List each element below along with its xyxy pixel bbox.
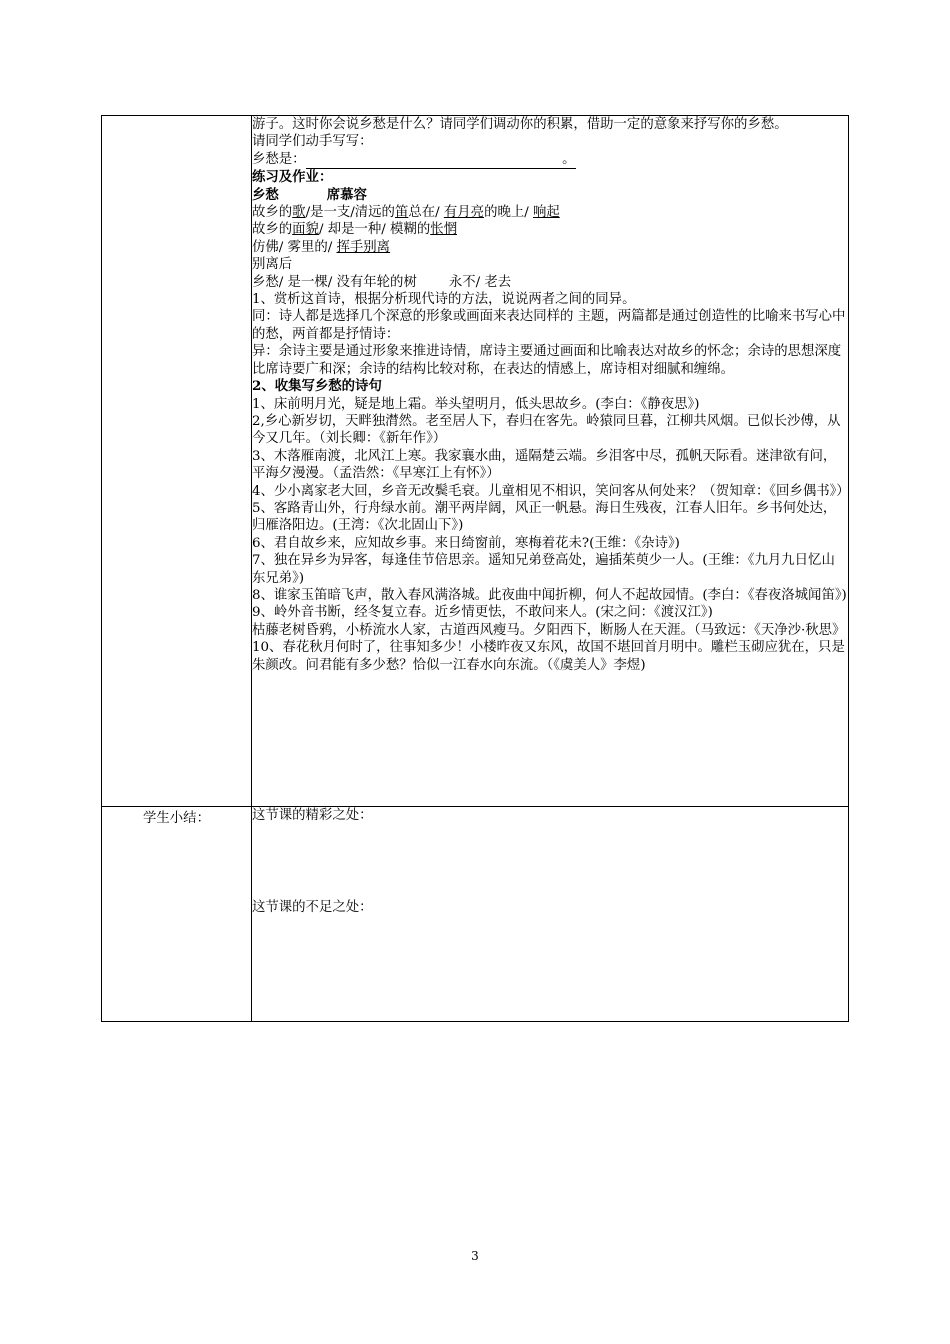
poem-line bbox=[252, 221, 848, 238]
poem-line bbox=[252, 274, 848, 291]
poem-underlined: 面貌 bbox=[292, 222, 319, 238]
poem-text: /是一支/清远的 bbox=[305, 205, 395, 221]
poem-underlined: 有月亮 bbox=[443, 205, 485, 221]
poem-underlined: 挥手别离 bbox=[336, 239, 391, 255]
poem-quote-item: 1、床前明月光，疑是地上霜。举头望明月，低头思故乡。(李白：《静夜思》) bbox=[252, 396, 700, 412]
fill-in-line bbox=[252, 151, 848, 169]
fill-end: 。 bbox=[562, 151, 576, 167]
poem-quote-item: 4、少小离家老大回，乡音无改鬓毛衰。儿童相见不相识，笑问客从何处来？（贺知章：《回乡偶书》） bbox=[252, 483, 850, 499]
empty-label-cell bbox=[102, 116, 252, 807]
poem-underlined: 响起 bbox=[533, 205, 560, 221]
summary-highlights: 这节课的精彩之处： bbox=[252, 808, 373, 823]
intro-prompt: 请同学们动手写写： bbox=[252, 134, 373, 150]
poem-text: 总在/ bbox=[408, 205, 444, 221]
poem-author: 席慕容 bbox=[326, 186, 367, 203]
summary-content-cell bbox=[252, 807, 849, 1022]
poem-title: 乡愁 bbox=[252, 186, 279, 203]
fill-label: 乡愁是： bbox=[252, 151, 306, 167]
poem-quote-item: 2,乡心新岁切，天畔独潸然。老至居人下，春归在客先。岭猿同旦暮，江柳共风烟。已似长沙傅，从今又几年。（刘长卿：《新年作》） bbox=[252, 413, 841, 447]
poem-heading bbox=[252, 187, 848, 204]
summary-row bbox=[102, 807, 849, 1022]
question-2: 2、收集写乡愁的诗句 bbox=[252, 378, 382, 395]
summary-label: 学生小结： bbox=[102, 807, 252, 1022]
poem-text: 仿佛/ 雾里的/ bbox=[252, 239, 337, 255]
poem-text: / 却是一种/ 模糊的 bbox=[318, 222, 431, 238]
activity-content-cell bbox=[252, 116, 849, 807]
poem-text: 别离后 bbox=[252, 257, 293, 273]
poem-text: 故乡的 bbox=[252, 222, 293, 238]
poem-underlined: 怅惘 bbox=[430, 222, 458, 238]
poem-quote-item: 5、客路青山外，行舟绿水前。潮平两岸阔，风正一帆悬。海日生残夜，江春人旧年。乡书何处达，归雁洛阳边。(王湾：《次北固山下》) bbox=[252, 500, 837, 534]
activity-row bbox=[102, 116, 849, 807]
poem-text: 永不/ 老去 bbox=[448, 274, 512, 290]
poem-quote-item: 7、独在异乡为异客，每逢佳节倍思亲。遥知兄弟登高处，遍插茱萸少一人。(王维：《九月九日忆山东兄弟》) bbox=[252, 553, 835, 586]
poem-quote-item: 9、岭外音书断，经冬复立春。近乡情更怯，不敢问来人。(宋之问：《渡汉江》) bbox=[252, 605, 713, 621]
exercise-heading: 练习及作业： bbox=[252, 169, 333, 186]
poem-quote-item: 6、君自故乡来，应知故乡事。来日绮窗前，寒梅着花未?(王维：《杂诗》) bbox=[252, 535, 680, 551]
poem-underlined: 笛 bbox=[394, 205, 409, 221]
fill-blank bbox=[306, 151, 576, 169]
intro-text: 游子。这时你会说乡愁是什么？请同学们调动你的积累，借助一定的意象来抒写你的乡愁。 bbox=[252, 117, 788, 132]
lesson-plan-table bbox=[101, 115, 849, 1022]
answer-diff: 异：余诗主要是通过形象来推进诗情，席诗主要通过画面和比喻表达对故乡的怀念；余诗的思想深度比席诗要广和深；余诗的结构比较对称，在表达的情感上，席诗相对细腻和缠绵。 bbox=[252, 344, 842, 377]
poem-underlined: 歌 bbox=[292, 205, 306, 221]
poem-text: 乡愁/ 是一棵/ 没有年轮的树 bbox=[252, 274, 417, 290]
poem-line bbox=[252, 256, 848, 273]
poem-text: 的晚上/ bbox=[484, 205, 534, 221]
page-number: 3 bbox=[471, 1249, 479, 1263]
question-1: 1、赏析这首诗，根据分析现代诗的方法，说说两者之间的同异。 bbox=[252, 292, 636, 308]
poem-line bbox=[252, 239, 848, 256]
summary-shortcomings: 这节课的不足之处： bbox=[252, 900, 373, 916]
poem-quote-item: 10、春花秋月何时了，往事知多少！小楼昨夜又东风，故国不堪回首月明中。雕栏玉砌应犹在，只是朱颜改。问君能有多少愁？恰似一江春水向东流。（《虞美人》李煜) bbox=[252, 640, 845, 673]
poem-line bbox=[252, 204, 848, 221]
poem-text: 故乡的 bbox=[252, 205, 293, 221]
poem-quote-item: 8、谁家玉笛暗飞声，散入春风满洛城。此夜曲中闻折柳，何人不起故园情。(李白：《春夜洛城闻笛》) bbox=[252, 587, 847, 603]
answer-same: 同：诗人都是选择几个深意的形象或画面来表达同样的 主题，两篇都是通过创造性的比喻来书写心中的愁，两首都是抒情诗： bbox=[252, 309, 846, 342]
poem-quote-item: 3、木落雁南渡，北风江上寒。我家襄水曲，遥隔楚云端。乡泪客中尽，孤帆天际看。迷津欲有问，平海夕漫漫。（孟浩然：《早寒江上有怀》） bbox=[252, 448, 837, 482]
poem-quote-item: 枯藤老树昏鸦，小桥流水人家，古道西风瘦马。夕阳西下，断肠人在天涯。（马致远：《天净沙·秋思》 bbox=[252, 622, 846, 638]
